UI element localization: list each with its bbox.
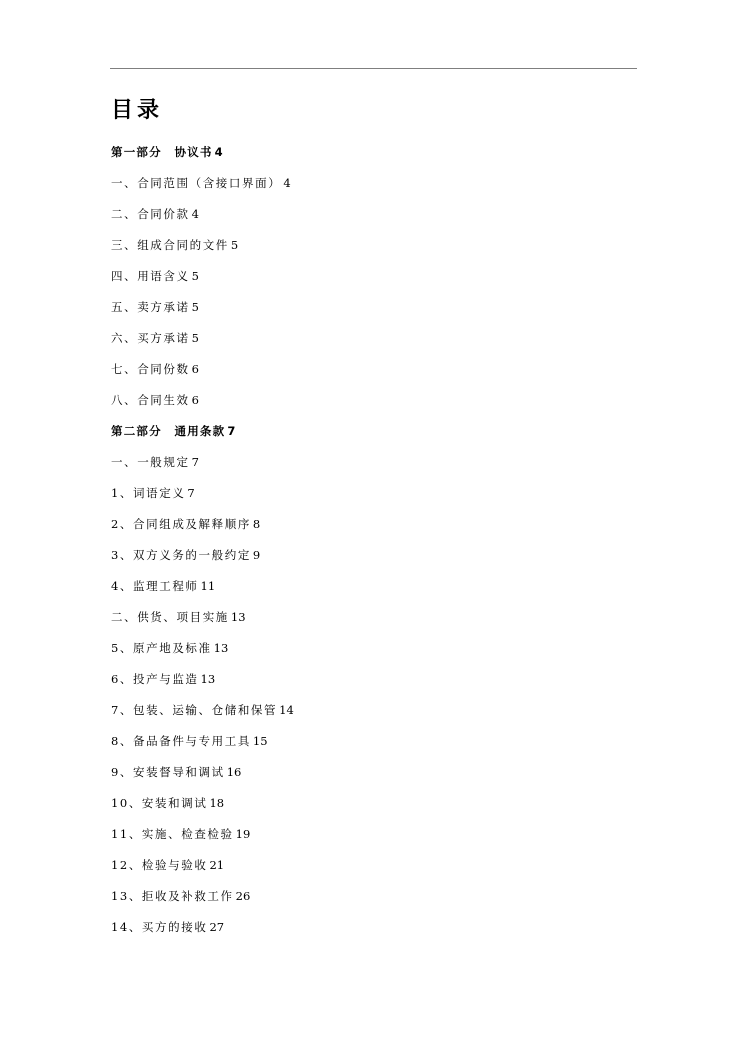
toc-entry[interactable] bbox=[111, 884, 294, 915]
toc-entry-page-number: 27 bbox=[209, 920, 225, 934]
toc-entry[interactable] bbox=[111, 388, 294, 419]
toc-entry[interactable] bbox=[111, 729, 294, 760]
toc-entry-page-number: 19 bbox=[235, 827, 251, 841]
toc-entry-page-number: 5 bbox=[191, 269, 199, 283]
toc-entry-page-number: 6 bbox=[191, 362, 199, 376]
toc-entry-label: 10、安装和调试 bbox=[111, 796, 208, 810]
toc-entry[interactable] bbox=[111, 357, 294, 388]
toc-entry-page-number: 13 bbox=[213, 641, 229, 655]
toc-entry-label: 13、拒收及补救工作 bbox=[111, 889, 234, 903]
toc-entry-page-number: 7 bbox=[227, 424, 236, 438]
toc-entry-label: 3、双方义务的一般约定 bbox=[111, 548, 251, 562]
toc-entry-page-number: 26 bbox=[235, 889, 251, 903]
toc-entry[interactable] bbox=[111, 636, 294, 667]
toc-entry-page-number: 15 bbox=[252, 734, 268, 748]
header-rule bbox=[110, 68, 637, 69]
toc-entry-label: 1、词语定义 bbox=[111, 486, 186, 500]
toc-entry-label: 12、检验与验收 bbox=[111, 858, 208, 872]
toc-entry[interactable] bbox=[111, 295, 294, 326]
toc-list bbox=[111, 140, 294, 946]
toc-entry-label: 4、监理工程师 bbox=[111, 579, 199, 593]
toc-entry-page-number: 7 bbox=[191, 455, 199, 469]
toc-entry[interactable] bbox=[111, 760, 294, 791]
toc-entry-label: 6、投产与监造 bbox=[111, 672, 199, 686]
toc-entry-page-number: 4 bbox=[214, 145, 223, 159]
toc-entry-label: 7、包装、运输、仓储和保管 bbox=[111, 703, 278, 717]
toc-entry-label: 一、一般规定 bbox=[111, 455, 190, 469]
toc-entry[interactable] bbox=[111, 171, 294, 202]
toc-entry-page-number: 14 bbox=[279, 703, 294, 717]
toc-entry-page-number: 13 bbox=[200, 672, 216, 686]
toc-entry-label: 七、合同份数 bbox=[111, 362, 190, 376]
toc-entry-label: 五、卖方承诺 bbox=[111, 300, 190, 314]
toc-entry-label: 9、安装督导和调试 bbox=[111, 765, 225, 779]
toc-entry-page-number: 16 bbox=[226, 765, 242, 779]
toc-entry[interactable] bbox=[111, 233, 294, 264]
toc-entry[interactable] bbox=[111, 605, 294, 636]
toc-entry-page-number: 8 bbox=[252, 517, 261, 531]
toc-entry-label: 第二部分 通用条款 bbox=[111, 424, 226, 438]
toc-entry[interactable] bbox=[111, 698, 294, 729]
toc-entry-page-number: 4 bbox=[283, 176, 291, 190]
toc-part-heading[interactable] bbox=[111, 419, 294, 450]
toc-entry[interactable] bbox=[111, 915, 294, 946]
toc-entry[interactable] bbox=[111, 667, 294, 698]
toc-entry-page-number: 7 bbox=[187, 486, 195, 500]
toc-title: 目录 bbox=[111, 98, 164, 123]
toc-entry-label: 14、买方的接收 bbox=[111, 920, 208, 934]
toc-entry-label: 第一部分 协议书 bbox=[111, 145, 213, 159]
toc-entry[interactable] bbox=[111, 326, 294, 357]
toc-entry-page-number: 11 bbox=[200, 579, 216, 593]
toc-entry[interactable] bbox=[111, 543, 294, 574]
toc-entry-page-number: 6 bbox=[191, 393, 199, 407]
toc-entry[interactable] bbox=[111, 202, 294, 233]
toc-entry[interactable] bbox=[111, 791, 294, 822]
toc-entry-label: 二、合同价款 bbox=[111, 207, 190, 221]
toc-entry[interactable] bbox=[111, 481, 294, 512]
toc-entry[interactable] bbox=[111, 574, 294, 605]
toc-entry-page-number: 9 bbox=[252, 548, 261, 562]
toc-entry-label: 5、原产地及标准 bbox=[111, 641, 212, 655]
toc-entry-label: 四、用语含义 bbox=[111, 269, 190, 283]
toc-entry-page-number: 13 bbox=[230, 610, 246, 624]
toc-entry-label: 三、组成合同的文件 bbox=[111, 238, 229, 252]
toc-entry-label: 六、买方承诺 bbox=[111, 331, 190, 345]
toc-entry-page-number: 5 bbox=[230, 238, 239, 252]
toc-entry[interactable] bbox=[111, 853, 294, 884]
toc-entry-label: 11、实施、检查检验 bbox=[111, 827, 234, 841]
toc-entry-label: 二、供货、项目实施 bbox=[111, 610, 229, 624]
toc-entry-page-number: 18 bbox=[209, 796, 225, 810]
toc-entry-label: 八、合同生效 bbox=[111, 393, 190, 407]
toc-entry-page-number: 5 bbox=[191, 300, 199, 314]
toc-entry-page-number: 5 bbox=[191, 331, 199, 345]
toc-entry-label: 一、合同范围（含接口界面） bbox=[111, 176, 282, 190]
toc-entry[interactable] bbox=[111, 264, 294, 295]
toc-entry-label: 8、备品备件与专用工具 bbox=[111, 734, 251, 748]
toc-entry[interactable] bbox=[111, 512, 294, 543]
toc-entry-label: 2、合同组成及解释顺序 bbox=[111, 517, 251, 531]
toc-entry[interactable] bbox=[111, 822, 294, 853]
toc-entry-page-number: 4 bbox=[191, 207, 199, 221]
toc-entry[interactable] bbox=[111, 450, 294, 481]
toc-part-heading[interactable] bbox=[111, 140, 294, 171]
toc-entry-page-number: 21 bbox=[209, 858, 225, 872]
